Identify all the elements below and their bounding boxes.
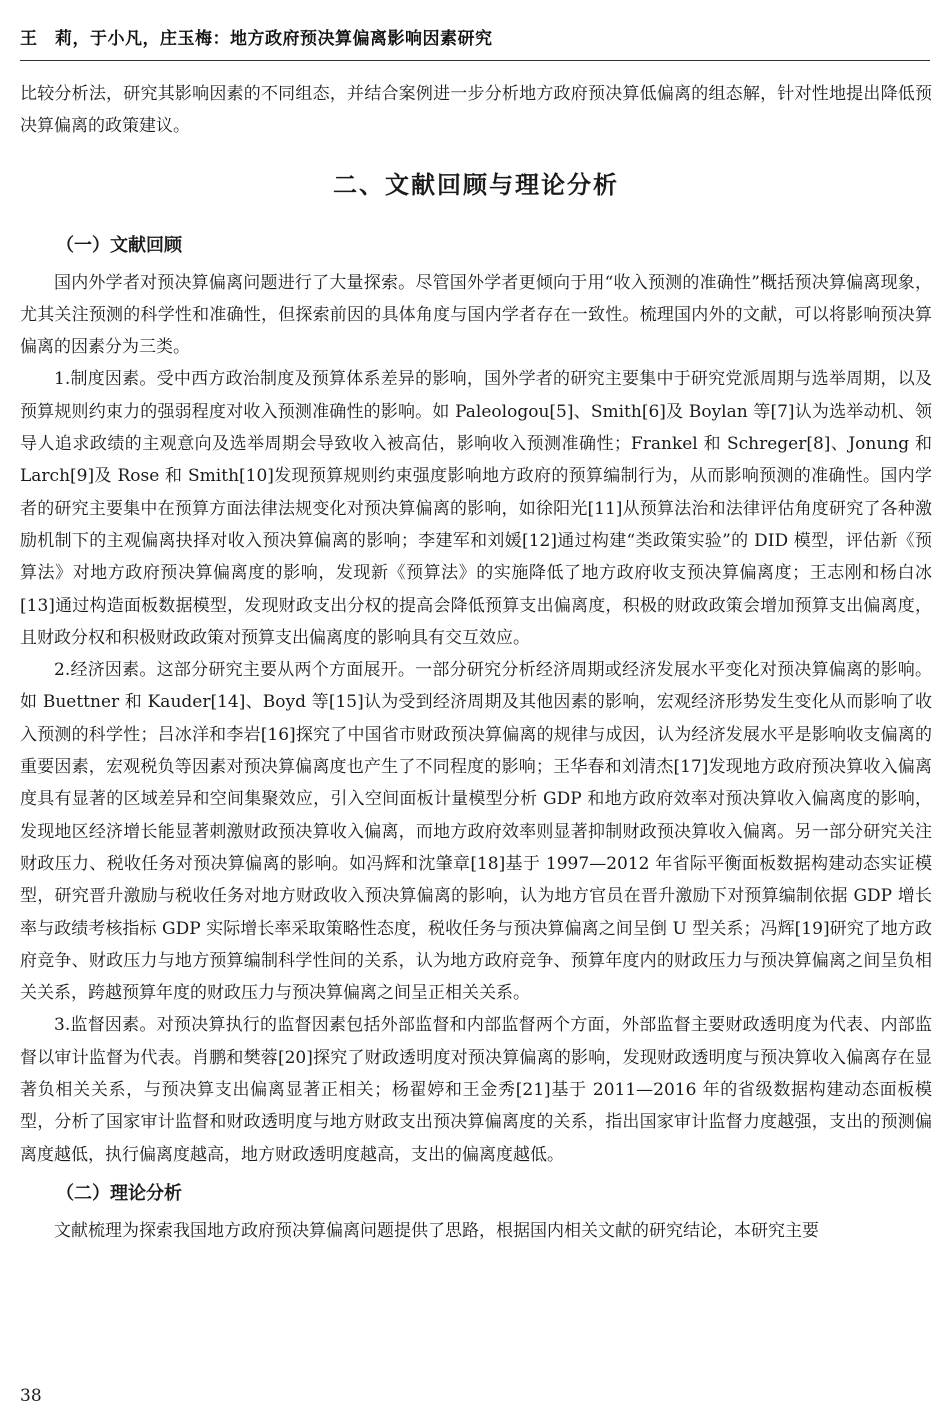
subsection-title-theoretical-analysis: （二）理论分析 (56, 1182, 182, 1204)
subsection-title-literature-review: （一）文献回顾 (56, 234, 182, 256)
header-divider (20, 60, 930, 61)
section-title: 二、文献回顾与理论分析 (333, 170, 619, 199)
paragraph-theory-intro: 文献梳理为探索我国地方政府预决算偏离问题提供了思路，根据国内相关文献的研究结论，本研究主要 (54, 1220, 819, 1241)
article-body (20, 78, 932, 1247)
intro-continuation: 比较分析法，研究其影响因素的不同组态，并结合案例进一步分析地方政府预决算低偏离的组态解，针对性地提出降低预决算偏离的政策建议。 (20, 84, 932, 137)
page-number: 38 (20, 1386, 42, 1406)
paragraph-overview: 国内外学者对预决算偏离问题进行了大量探索。尽管国外学者更倾向于用“收入预测的准确性”概括预决算偏离现象，尤其关注预测的科学性和准确性，但探索前因的具体角度与国内学者存在一致性。梳理国内外的文献，可以将影响预决算偏离的因素分为三类。 (20, 272, 932, 358)
paragraph-economic-factors: 2.经济因素。这部分研究主要从两个方面展开。一部分研究分析经济周期或经济发展水平变化对预决算偏离的影响。如 Buettner 和 Kauder[14]、Boyd 等[15]认为受到经济周期及其他因素的影响，宏观经济形势发生变化从而影响了收入预测的科学性；吕冰洋和李岩[16]探究了中国省市财政预决算偏离的规律与成因，认为经济发展水平是影响收支偏离的重要因素，宏观税负等因素对预决算偏离度也产生了不同程度的影响；王华春和刘清杰[17]发现地方政府预决算收入偏离度具有显著的区域差异和空间集聚效应，引入空间面板计量模型分析 GDP 和地方政府效率对预决算收入偏离度的影响，发现地区经济增长能显著刺激财政预决算收入偏离，而地方政府效率则显著抑制财政预决算收入偏离。另一部分研究关注财政压力、税收任务对预决算偏离的影响。如冯辉和沈肇章[18]基于 1997—2012 年省际平衡面板数据构建动态实证模型，研究晋升激励与税收任务对地方财政收入预决算偏离的影响，认为地方官员在晋升激励下对预算编制依据 GDP 增长率与政绩考核指标 GDP 实际增长率采取策略性态度，税收任务与预决算偏离之间呈倒 U 型关系；冯辉[19]研究了地方政府竞争、财政压力与地方预算编制科学性间的关系，认为地方政府竞争、预算年度内的财政压力与预决算偏离之间呈负相关关系，跨越预算年度的财政压力与预决算偏离之间呈正相关关系。 (20, 660, 932, 1004)
paragraph-supervision-factors: 3.监督因素。对预决算执行的监督因素包括外部监督和内部监督两个方面，外部监督主要财政透明度为代表、内部监督以审计监督为代表。肖鹏和樊蓉[20]探究了财政透明度对预决算偏离的影响，发现财政透明度与预决算收入偏离存在显著负相关关系，与预决算支出偏离显著正相关；杨翟婷和王金秀[21]基于 2011—2016 年的省级数据构建动态面板模型，分析了国家审计监督和财政透明度与地方财政支出预决算偏离度的关系，指出国家审计监督力度越强，支出的预测偏离度越低，执行偏离度越高，地方财政透明度越高，支出的偏离度越低。 (20, 1015, 932, 1165)
running-header: 王 莉，于小凡，庄玉梅：地方政府预决算偏离影响因素研究 (20, 29, 493, 49)
paragraph-institutional-factors: 1.制度因素。受中西方政治制度及预算体系差异的影响，国外学者的研究主要集中于研究党派周期与选举周期，以及预算规则约束力的强弱程度对收入预测准确性的影响。如 Paleologou[5]、Smith[6]及 Boylan 等[7]认为选举动机、领导人追求政绩的主观意向及选举周期会导致收入被高估，影响收入预测准确性；Frankel 和 Schreger[8]、Jonung 和 Larch[9]及 Rose 和 Smith[10]发现预算规则约束强度影响地方政府的预算编制行为，从而影响预测的准确性。国内学者的研究主要集中在预算方面法律法规变化对预决算偏离的影响，如徐阳光[11]从预算法治和法律评估角度研究了各种激励机制下的主观偏离抉择对收入预决算偏离的影响；李建军和刘媛[12]通过构建“类政策实验”的 DID 模型，评估新《预算法》对地方政府预决算偏离度的影响，发现新《预算法》的实施降低了地方政府收支预决算偏离度；王志刚和杨白冰[13]通过构造面板数据模型，发现财政支出分权的提高会降低预算支出偏离度，积极的财政政策会增加预算支出偏离度，且财政分权和积极财政政策对预算支出偏离度的影响具有交互效应。 (20, 369, 932, 648)
